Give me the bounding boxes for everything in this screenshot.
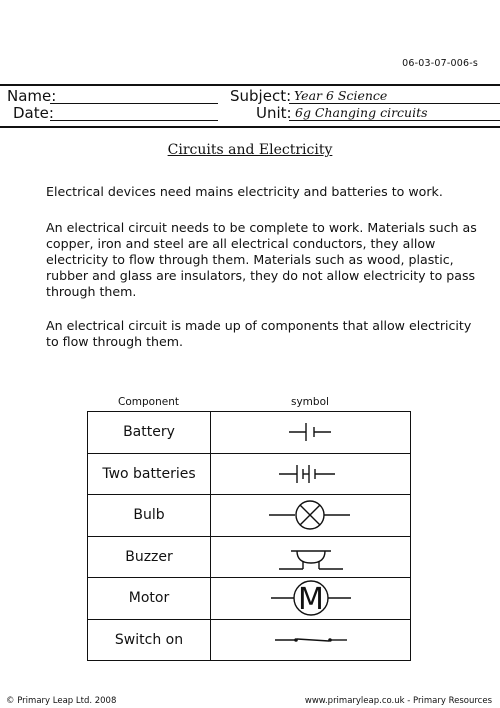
- subject-label: Subject:: [230, 87, 292, 105]
- table-row: [88, 495, 411, 537]
- component-name: Battery: [88, 412, 211, 454]
- components-table: [87, 411, 411, 661]
- subject-value: Year 6 Science: [294, 88, 388, 103]
- buzzer-symbol-icon: [251, 539, 371, 575]
- component-name: Buzzer: [88, 536, 211, 578]
- page-title: Circuits and Electricity: [167, 142, 333, 158]
- paragraph-3: An electrical circuit is made up of components that allow electricity to flow through them.: [46, 318, 472, 349]
- column-header-symbol: symbol: [291, 396, 329, 408]
- component-name: Bulb: [88, 495, 211, 537]
- table-row: [88, 578, 411, 620]
- unit-label: Unit:: [256, 104, 292, 122]
- paragraph-2: An electrical circuit needs to be complete to work. Materials such as copper, iron and steel are all electrical conductors, they allow electricity to flow through them. Materials such as wood, plastic, rubber and glass are insulators, they do not allow electricity to pass through them.: [46, 220, 477, 299]
- table-row: [88, 453, 411, 495]
- footer-copyright: © Primary Leap Ltd. 2008: [6, 696, 117, 706]
- battery-symbol-icon: [251, 414, 371, 450]
- switch-on-symbol-icon: [251, 622, 371, 658]
- footer-website: www.primaryleap.co.uk - Primary Resources: [304, 696, 492, 706]
- motor-symbol-icon: [251, 579, 371, 617]
- header-bottom-rule: [0, 126, 500, 128]
- name-field[interactable]: [50, 103, 218, 104]
- paragraph-1: Electrical devices need mains electricity and batteries to work.: [46, 184, 443, 199]
- subject-field-line: [289, 103, 500, 104]
- table-row: [88, 412, 411, 454]
- component-name: Two batteries: [88, 453, 211, 495]
- name-label: Name:: [7, 87, 57, 105]
- component-name: Switch on: [88, 619, 211, 661]
- top-rule: [0, 84, 500, 86]
- column-header-component: Component: [118, 396, 179, 408]
- date-field[interactable]: [50, 120, 218, 121]
- motor-symbol-letter: M: [297, 582, 324, 618]
- table-row: [88, 619, 411, 661]
- date-label: Date:: [13, 104, 54, 122]
- bulb-symbol-icon: [251, 497, 371, 533]
- unit-value: 6g Changing circuits: [295, 105, 428, 120]
- unit-field-line: [289, 120, 500, 121]
- table-row: [88, 536, 411, 578]
- two-batteries-symbol-icon: [251, 456, 371, 492]
- component-name: Motor: [88, 578, 211, 620]
- document-code: 06-03-07-006-s: [402, 58, 478, 69]
